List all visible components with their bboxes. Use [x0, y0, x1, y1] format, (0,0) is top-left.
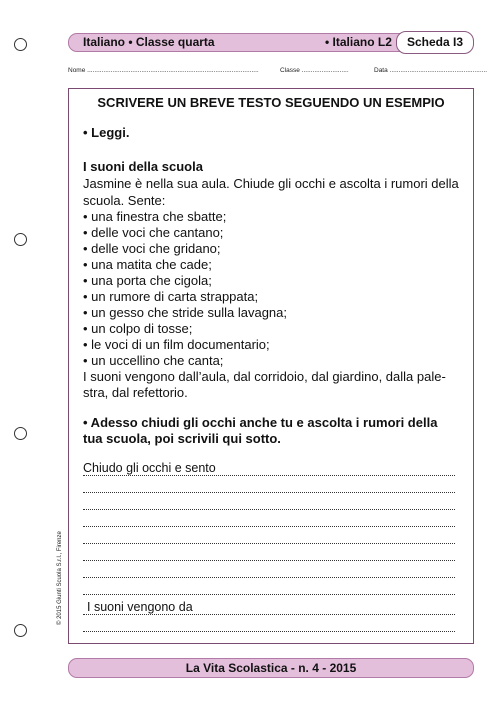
binder-hole — [14, 233, 27, 246]
story-title: I suoni della scuola — [83, 159, 203, 174]
sound-item: • delle voci che cantano; — [83, 225, 224, 240]
writing-line[interactable] — [83, 594, 455, 595]
header-subject: Italiano • Classe quarta — [83, 35, 215, 49]
sound-item: • delle voci che gridano; — [83, 241, 221, 256]
page-header — [68, 33, 474, 52]
page-footer: La Vita Scolastica - n. 4 - 2015 — [68, 658, 474, 678]
sound-item: • le voci di un film documentario; — [83, 337, 270, 352]
sound-item: • un colpo di tosse; — [83, 321, 193, 336]
writing-line[interactable] — [83, 631, 455, 632]
intro-line: scuola. Sente: — [83, 193, 166, 208]
writing-prompt-start: Chiudo gli occhi e sento — [83, 461, 220, 475]
intro-line: Jasmine è nella sua aula. Chiude gli occhi e ascolta i rumori della — [83, 176, 459, 191]
closing-line: stra, dal refettorio. — [83, 385, 188, 400]
sound-item: • un gesso che stride sulla lavagna; — [83, 305, 288, 320]
task-instruction: • Adesso chiudi gli occhi anche tu e ascolta i rumori della — [83, 415, 438, 430]
writing-line[interactable] — [83, 614, 455, 615]
read-instruction: • Leggi. — [83, 125, 130, 140]
copyright-note: © 2015 Giunti Scuola S.r.l., Firenze — [57, 531, 63, 625]
header-course: • Italiano L2 — [325, 35, 392, 49]
sound-item: • una matita che cade; — [83, 257, 212, 272]
worksheet-title: SCRIVERE UN BREVE TESTO SEGUENDO UN ESEMPIO — [97, 95, 445, 110]
binder-hole — [14, 624, 27, 637]
writing-prompt-sources: I suoni vengono da — [87, 600, 197, 614]
sound-item: • un uccellino che canta; — [83, 353, 224, 368]
sound-item: • una porta che cigola; — [83, 273, 212, 288]
writing-line[interactable] — [83, 577, 455, 578]
writing-line[interactable] — [83, 560, 455, 561]
writing-line[interactable] — [83, 475, 455, 476]
class-field[interactable]: Classe .......................... — [280, 67, 349, 74]
writing-line[interactable] — [83, 492, 455, 493]
worksheet-frame — [68, 88, 474, 644]
sheet-badge: Scheda I3 — [396, 31, 474, 54]
sound-item: • un rumore di carta strappata; — [83, 289, 259, 304]
binder-hole — [14, 38, 27, 51]
name-field[interactable]: Nome ............................................................................................... — [68, 67, 259, 74]
writing-line[interactable] — [83, 543, 455, 544]
writing-line[interactable] — [83, 509, 455, 510]
task-instruction: tua scuola, poi scrivili qui sotto. — [83, 431, 281, 446]
writing-line[interactable] — [83, 526, 455, 527]
binder-hole — [14, 427, 27, 440]
sound-item: • una finestra che sbatte; — [83, 209, 227, 224]
closing-line: I suoni vengono dall’aula, dal corridoio, dal giardino, dalla pale- — [83, 369, 446, 384]
date-field[interactable]: Data ...................................................... — [374, 67, 488, 74]
